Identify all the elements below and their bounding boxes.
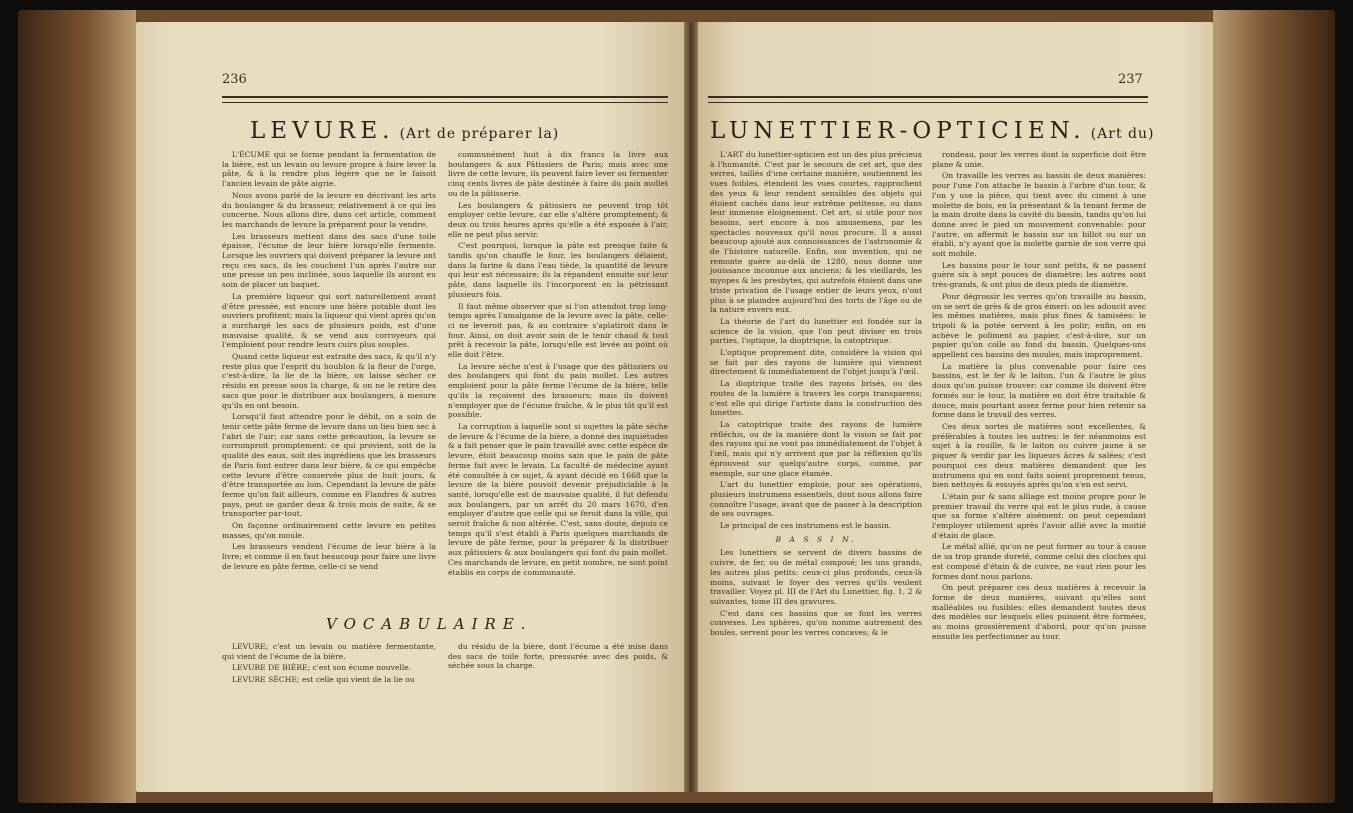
article-title-right — [710, 118, 1154, 144]
left-page — [136, 22, 684, 792]
paragraph: Lorsqu'il faut attendre pour le débit, on a soin de tenir cette pâte ferme de levure dans un lieu bien sec à l'abri de l'air; car sans cette précaution, la levure se corromproit promptement: ce qui provient, soit de la qualité des eaux, soit des ingrédiens que les brasseurs de Paris font entrer dans leur bière, & ce qui empêche cette levure d'être conservée plus de huit jours, & d'être transportée au loin. Cependant la levure de pâte ferme qu'on fait ailleurs, comme en Flandres & autres pays, peut se garder deux & trois mois de suite, & se transporter par-tout. — [222, 412, 436, 519]
paragraph: Le métal allié, qu'on ne peut former au tour à cause de sa trop grande dureté, comme celui des cloches qui est composé d'étain & de cuivre, ne vaut rien pour les formes dont nous parlons. — [932, 542, 1146, 581]
paragraph: On façonne ordinairement cette levure en petites masses, qu'on moule. — [222, 521, 436, 540]
paragraph: La dioptrique traite des rayons brisés, ou des routes de la lumière à travers les corps transparens; c'est elle qui dirige l'artiste dans la construction des lunettes. — [710, 379, 922, 418]
left-column-1 — [222, 150, 436, 605]
article-title-left — [250, 118, 559, 144]
title-levure: LEVURE. — [250, 118, 395, 144]
paragraph: L'optique proprement dite, considère la vision qui se fait par des rayons de lumière qui viennent directement & immédiatement de l'objet jusqu'à l'œil. — [710, 348, 922, 377]
paragraph: LEVURE; c'est un levain ou matière fermentante, qui vient de l'écume de la bière. — [222, 642, 436, 661]
paragraph: Les brasseurs mettent dans des sacs d'une toile épaisse, l'écume de leur bière lorsqu'elle fermente. Lorsque les ouvriers qui doivent préparer la levure ont reçu ces sacs, ils les couchent l'un après l'autre sur une presse un peu inclinée, sous laquelle ils auront eu soin de placer un baquet. — [222, 231, 436, 290]
book — [18, 10, 1335, 803]
header-rule-right — [708, 96, 1148, 103]
paragraph: L'ÉCUME qui se forme pendant la fermentation de la bière, est un levain ou levure propre à faire lever la pâte, & à la rendre plus légère que ne le faisoit l'ancien levain de pâte aigrie. — [222, 150, 436, 189]
right-column-2 — [932, 150, 1146, 720]
paragraph: La matière la plus convenable pour faire ces bassins, est le fer & le laiton, l'un & l'autre le plus doux qu'on puisse trouver: car comme ils doivent être formés sur le tour, la matière en doit être traitable & douce, mais pourtant assez ferme pour bien retenir sa forme dans le travail des verres. — [932, 361, 1146, 420]
book-gutter — [684, 22, 698, 792]
paragraph: L'ART du lunettier-opticien est un des plus précieux à l'humanité. C'est par le secours de cet art, que des verres, taillés d'une certaine manière, soutiennent les vues foibles, étendent les vues courtes, rapprochent des yeux & leur rendent sensibles des objets qui étoient cachés dans leur extrême petitesse, ou dans leur immense éloignement. Cet art, si utile pour nos besoins, sert encore à nos amusemens, par les spectacles nouveaux qu'il nous procure. Il a aussi beaucoup ajouté aux connoissances de l'astronomie & de l'histoire naturelle. Enfin, son invention, qui ne remonte guère au-delà de 1280, nous donne une jouissance inconnue aux anciens; & les vieillards, les myopes & les presbytes, qui autrefois étoient dans une triste privation de l'usage entier de leurs yeux, n'ont plus à se plaindre aujourd'hui des torts de l'âge ou de la nature envers eux. — [710, 150, 923, 315]
right-page — [698, 22, 1213, 792]
paragraph: communément huit à dix francs la livre aux boulangers & aux Pâtissiers de Paris; mais avec une livre de cette levure, ils peuvent faire lever ou fermenter cinq cents livres de pâte destinée à faire du pain mollet ou de la pâtisserie. — [448, 150, 668, 198]
paragraph: LEVURE SÈCHE; est celle qui vient de la lie ou — [232, 675, 415, 685]
paragraph: Les brasseurs vendent l'écume de leur bière à la livre; et comme il en faut beaucoup pour faire une livre de levure en pâte ferme, celle-ci se vend — [222, 542, 436, 571]
paragraph: Ces deux sortes de matières sont excellentes, & préférables à toutes les autres: le fer néanmoins est sujet à la rouille, & le laiton ou cuivre jaune à se piquer & verdir par les liqueurs âcres & salées; c'est pourquoi ces deux matières demandent que les instrumens qui en sont faits soient proprement tenus, bien nettoyés & essuyés après qu'on s'en est servi. — [932, 421, 1146, 490]
book-cover-left-edge — [18, 10, 136, 803]
paragraph: Les lunettiers se servent de divers bassins de cuivre, de fer, ou de métal composé; les uns grands, les autres plus petits: ceux-ci plus profonds, ceux-là moins, suivant le foyer des verres qu'ils veulent travailler. Voyez pl. III de l'Art du Lunettier, fig. 1, 2 & suivantes, tome III des gravures. — [710, 548, 922, 606]
paragraph: La première liqueur qui sort naturellement avant d'être pressée, est encore une bière potable dont les ouvriers profitent; mais la liqueur qui vient après qu'on a surchargé les sacs de plusieurs poids, est d'une mauvaise qualité, & se vend aux corroyeurs qui l'emploient pour rendre leurs cuirs plus souples. — [222, 291, 436, 350]
paragraph: La corruption à laquelle sont si sujettes la pâte sèche de levure & l'écume de la bière, a donné des inquiétudes & a fait penser que le pain travaillé avec cette espèce de levure, étoit beaucoup moins sain que le pain de pâte ferme fait avec le levain. La faculté de médecine ayant été consultée à ce sujet, & ayant décidé en 1668 que la levure de la bière pouvoit devenir préjudiciable à la santé, lorsqu'elle est de mauvaise qualité, il fut défendu aux boulangers, par un arrêt du 20 mars 1670, d'en employer d'autre que celle qui se feroit dans la ville, qui seroit fraîche & non altérée. C'est, sans doute, depuis ce temps qu'il s'est établi à Paris quelques marchands de levure de pâte ferme, pour la préparer & la distribuer aux pâtissiers & aux boulangers qui font du pain mollet. Ces marchands de levure, en petit nombre, ne sont point établis en corps de communauté. — [448, 421, 668, 577]
vocabulary-column-1 — [222, 642, 436, 702]
paragraph: LEVURE DE BIÈRE; c'est son écume nouvelle. — [232, 663, 412, 673]
left-column-2 — [448, 150, 668, 605]
paragraph: Quand cette liqueur est extraite des sacs, & qu'il n'y reste plus que l'esprit du houblon & la fleur de l'orge, c'est-à-dire, la lie de la bière, on laisse sécher ce résidu en presse sous la charge, & on ne le retire des sacs que pour le distribuer aux boulangers, à mesure qu'ils en ont besoin. — [222, 352, 436, 410]
right-column-1 — [710, 150, 922, 720]
page-number-left: 236 — [222, 72, 247, 87]
paragraph: La levure sèche n'est à l'usage que des pâtissiers ou des boulangers qui font du pain mollet. Les autres emploient pour la pâte ferme l'écume de la bière, telle qu'ils la reçoivent des brasseurs; mais ils doivent n'employer que de l'écume fraîche, & le plus tôt qu'il est possible. — [448, 361, 668, 420]
paragraph: La catoptrique traite des rayons de lumière réfléchis, ou de la manière dont la vision se fait par des rayons qui ne vont pas immédiatement de l'objet à l'œil, mais qui n'y arrivent que par la réflexion qu'ils éprouvent sur quelqu'autre corps, comme, par exemple, sur une glace étamée. — [710, 419, 922, 478]
vocabulary-heading: VOCABULAIRE. — [326, 615, 533, 633]
title-lunettier: LUNETTIER-OPTICIEN. — [710, 118, 1086, 144]
book-cover-right-edge — [1213, 10, 1335, 803]
paragraph: L'étain pur & sans alliage est moins propre pour le premier travail du verre qui est le plus rude, à cause que sa forme s'altère aisément: on peut cependant l'employer utilement après l'avoir allié avec la moitié d'étain de glace. — [932, 491, 1146, 540]
paragraph: Il faut même observer que si l'on attendoit trop long-temps après l'amalgame de la levure avec la pâte, celle-ci ne leveroit pas, & au contraire s'aplatiroit dans le four. Ainsi, on doit avoir soin de le tenir chaud & tout prêt à recevoir la pâte, lorsqu'elle est levée au point où elle doit l'être. — [448, 301, 668, 360]
paragraph: On travaille les verres au bassin de deux manières: pour l'une l'on attache le bassin à l'arbre d'un tour, & l'on y use la pièce, qui tient avec du ciment à une molette de bois, en la présentant & la tenant ferme de la main droite dans la cavité du bassin, tandis qu'on lui donne avec le pied un mouvement convenable: pour l'autre, on affermit le bassin sur un billot ou sur un établi, n'y ayant que la molette garnie de son verre qui soit mobile. — [932, 171, 1146, 259]
paragraph: Pour dégrossir les verres qu'on travaille au bassin, on se sert de grès & de gros émeri: on les adoucit avec les mêmes matières, mais plus fines & tamisées: le tripoli & la potée servent à les polir; enfin, on en achève le poliment au papier, c'est-à-dire, sur un papier qu'on colle au fond du bassin. Quelques-uns appellent ces bassins des moules, mais improprement. — [932, 291, 1146, 360]
paragraph: C'est pourquoi, lorsque la pâte est presque faite & tandis qu'on chauffe le four, les boulangers délaient, dans la farine & dans l'eau tiède, la quantité de levure qui leur est nécessaire; ils la répandent ensuite sur leur pâte, dans laquelle ils l'incorporent en la pétrissant plusieurs fois. — [448, 241, 668, 299]
paragraph: du résidu de la bière, dont l'écume a été mise dans des sacs de toile forte, pressurée avec des poids, & séchée sous la charge. — [448, 642, 668, 671]
subtitle-lunettier: (Art du) — [1090, 126, 1155, 142]
paragraph: La théorie de l'art du lunettier est fondée sur la science de la vision, que l'on peut diviser en trois parties, l'optique, la dioptrique, la catoptrique. — [710, 316, 922, 346]
page-number-right: 237 — [1118, 72, 1143, 87]
subtitle-levure: (Art de préparer la) — [399, 126, 560, 142]
paragraph: Les bassins pour le tour sont petits, & ne passent guère six à sept pouces de diamètre: les autres sont très-grands, & ont plus de deux pieds de diamètre. — [932, 260, 1146, 290]
paragraph: L'art du lunettier emploie, pour ses opérations, plusieurs instrumens essentiels, dont nous allons faire connoître l'usage, avant que de passer à la description de ses ouvrages. — [710, 480, 922, 519]
header-rule-left — [222, 96, 668, 103]
paragraph: rondeau, pour les verres dont la superficie doit être plane & unie. — [932, 150, 1146, 169]
paragraph: Nous avons parlé de la levure en décrivant les arts du boulanger & du brasseur, relativement à ce qui les concerne. Nous allons dire, dans cet article, comment les marchands de levure la préparent pour la vendre. — [222, 190, 436, 229]
paragraph: Le principal de ces instrumens est le bassin. — [720, 521, 892, 531]
paragraph: C'est dans ces bassins que se font les verres convexes. Les sphères, qu'on nomme autrement des boules, servent pour les verres concaves; & le — [710, 608, 922, 638]
vocabulary-column-2 — [448, 642, 668, 702]
paragraph: On peut préparer ces deux matières à recevoir la forme de deux manières, suivant qu'elles sont malléables ou fusibles: elles demandent toutes deux des modèles sur lesquels elles puissent être formées, au moins grossièrement d'abord, pour qu'on puisse ensuite les perfectionner au tour. — [932, 583, 1146, 641]
paragraph: B A S S I N. — [775, 534, 857, 544]
paragraph: Les boulangers & pâtissiers ne peuvent trop tôt employer cette levure, car elle s'altère promptement; & deux ou trois heures après qu'elle a été exposée à l'air, elle ne peut plus servir. — [448, 200, 668, 239]
